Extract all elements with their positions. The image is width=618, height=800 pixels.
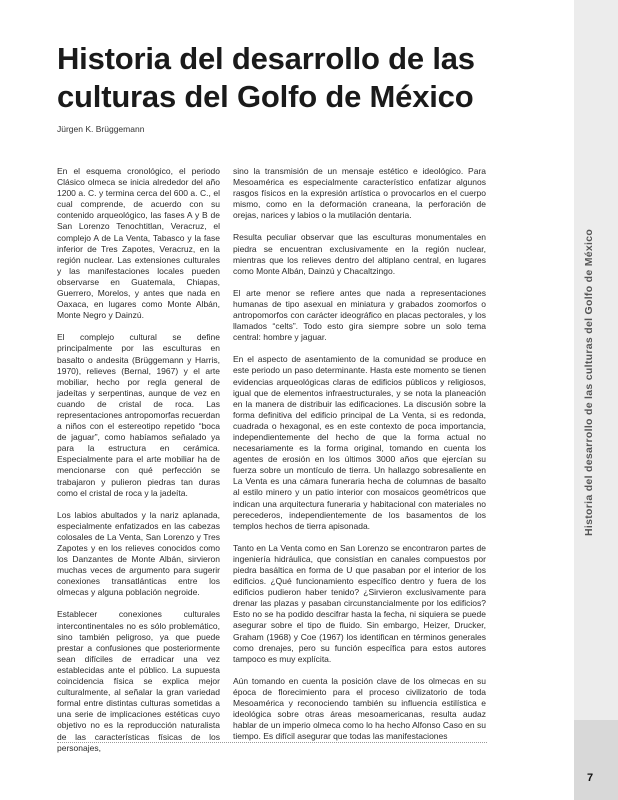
- left-column: [57, 166, 220, 765]
- paragraph: El complejo cultural se define principalmente por las esculturas en basalto o andesita (Brüggemann y Harris, 1970), relieves (Bernal, 1967) y el arte mobiliar, hecho por regla general de jadeítas y serpentinas, aunque de vez en cuando de cristal de roca. Las representaciones antropomorfas recuerdan a niños con el estereotipo repetido “boca de jaguar”, como habíamos señalado ya para la estructura en cerámica. Especialmente para el arte mobiliar ha de mencionarse con qué perfección se trabajaron y pulieron piedras tan duras como el cristal de roca y la jadeíta.: [57, 332, 221, 498]
- paragraph: Tanto en La Venta como en San Lorenzo se encontraron partes de ingeniería hidráulica, que consistían en canales compuestos por piedra basáltica en forma de U que pasaban por el interior de los edificios. ¿Qué funcionamiento específico dentro y fuera de los edificios pudieron haber tenido? ¿Sirvieron exclusivamente para drenar las plazas y pasaban circunstancialmente por los edificios? Esto no se ha podido descifrar hasta la fecha, ni siquiera se puede asegurar sobre el tipo de fluido. Sin embargo, Heizer, Drucker, Graham (1968) y Coe (1967) los identifican en términos generales como drenajes, pero su función específica para estos autores tampoco es muy explícita.: [233, 542, 486, 664]
- author-name: Jürgen K. Brüggemann: [57, 124, 145, 134]
- right-column: [233, 166, 486, 753]
- paragraph: Establecer conexiones culturales intercontinentales no es sólo problemático, sino también peligroso, ya que puede prestar a confusiones que posteriormente sean difíciles de erradicar una vez establecidas ante el público. La supuesta coincidencia física se explica mejor culturalmente, al señalar la gran variedad formal entre distintas culturas sometidas a una serie de implicaciones estéticas cuyo objetivo no es la reproducción naturalista de las características físicas de los personajes,: [57, 609, 220, 753]
- article-title: Historia del desarrollo de las culturas del Golfo de México: [57, 41, 475, 114]
- paragraph: En el esquema cronológico, el periodo Clásico olmeca se inicia alrededor del año 1200 a. C. y termina cerca del 600 a. C., el cual comprende, de acuerdo con su contenido arqueológico, las fases A y B de San Lorenzo Tenochtitlan, Veracruz, el complejo A de La Venta, Tabasco y la fase inferior de Tres Zapotes, Veracruz, en la región nuclear. Las extensiones culturales y las manifestaciones locales pueden observarse en Guatemala, Chiapas, Guerrero, Morelos, y antes que nada en Oaxaca, en lugares como Monte Albán, Monte Negro y Dainzú.: [57, 166, 220, 321]
- paragraph: En el aspecto de asentamiento de la comunidad se produce en este periodo un paso determinante. Hasta este momento se tienen evidencias arqueológicas claras de edificios públicos y religiosos, igual que de elementos infraestructurales, y se nota la planeación en la manera de distribuir las edificaciones. La discusión sobre la forma definitiva del edificio principal de La Venta, si es redonda, cuadrada o hexagonal, es en este contexto de poca importancia, independientemente del hecho de que la forma actual no necesariamente es la forma original, tomando en cuenta los agentes de erosión en los últimos 3000 años que ejercían su fuerza sobre un montículo de tierra. Un hallazgo sobresaliente en La Venta es una cámara funeraria hecha de columnas de basalto al estilo minero y un patio interior con mosaicos geométricos que indican una arquitectura funeraria y habitacional con materiales no perecederos, independientemente de los basamentos de los templos hechos de tierra apisonada.: [233, 354, 486, 531]
- side-tab: [574, 0, 618, 720]
- running-head: Historia del desarrollo de las culturas del Golfo de México: [583, 228, 595, 536]
- paragraph: Resulta peculiar observar que las esculturas monumentales en piedra se encuentran exclusivamente en la región nuclear, mientras que los relieves dentro del altiplano central, en lugares como Monte Albán, Dainzú y Chacaltzingo.: [233, 232, 486, 276]
- footer-divider: [57, 742, 487, 743]
- paragraph: El arte menor se refiere antes que nada a representaciones humanas de tipo asexual en miniatura y grabados zoomorfos o antropomorfos con carácter ideográfico en placas pectorales, y los llamados “celts”. Todo esto gira siempre sobre un solo tema central: hombre y jaguar.: [233, 287, 486, 343]
- page-corner-tab: [574, 720, 618, 800]
- paragraph: Aún tomando en cuenta la posición clave de los olmecas en su época de florecimiento para el proceso civilizatorio de toda Mesoamérica y reconociendo también su influencia estilística e ideológica sobre otras áreas mesoamericanas, resulta audaz hablar de un imperio olmeca como lo ha hecho Alfonso Caso en su tiempo. Es difícil asegurar que todas las manifestaciones: [233, 675, 486, 742]
- decorative-pattern-icon: [512, 244, 574, 504]
- paragraph: Los labios abultados y la nariz aplanada, especialmente enfatizados en las cabezas colosales de La Venta, San Lorenzo y Tres Zapotes y en los relieves conocidos como los Danzantes de Monte Albán, sirvieron muchas veces de argumento para sugerir conexiones transatlánticas entre los olmecas y alguna población negroide.: [57, 509, 220, 598]
- page-number: 7: [587, 772, 594, 784]
- paragraph: sino la transmisión de un mensaje estético e ideológico. Para Mesoamérica es especialmente característico enfatizar algunos rasgos físicos en la expresión artística o provocarlos en el cuerpo mismo, como en la deformación craneana, la perforación de orejas, narices y labios o la mutilación dentaria.: [233, 166, 486, 221]
